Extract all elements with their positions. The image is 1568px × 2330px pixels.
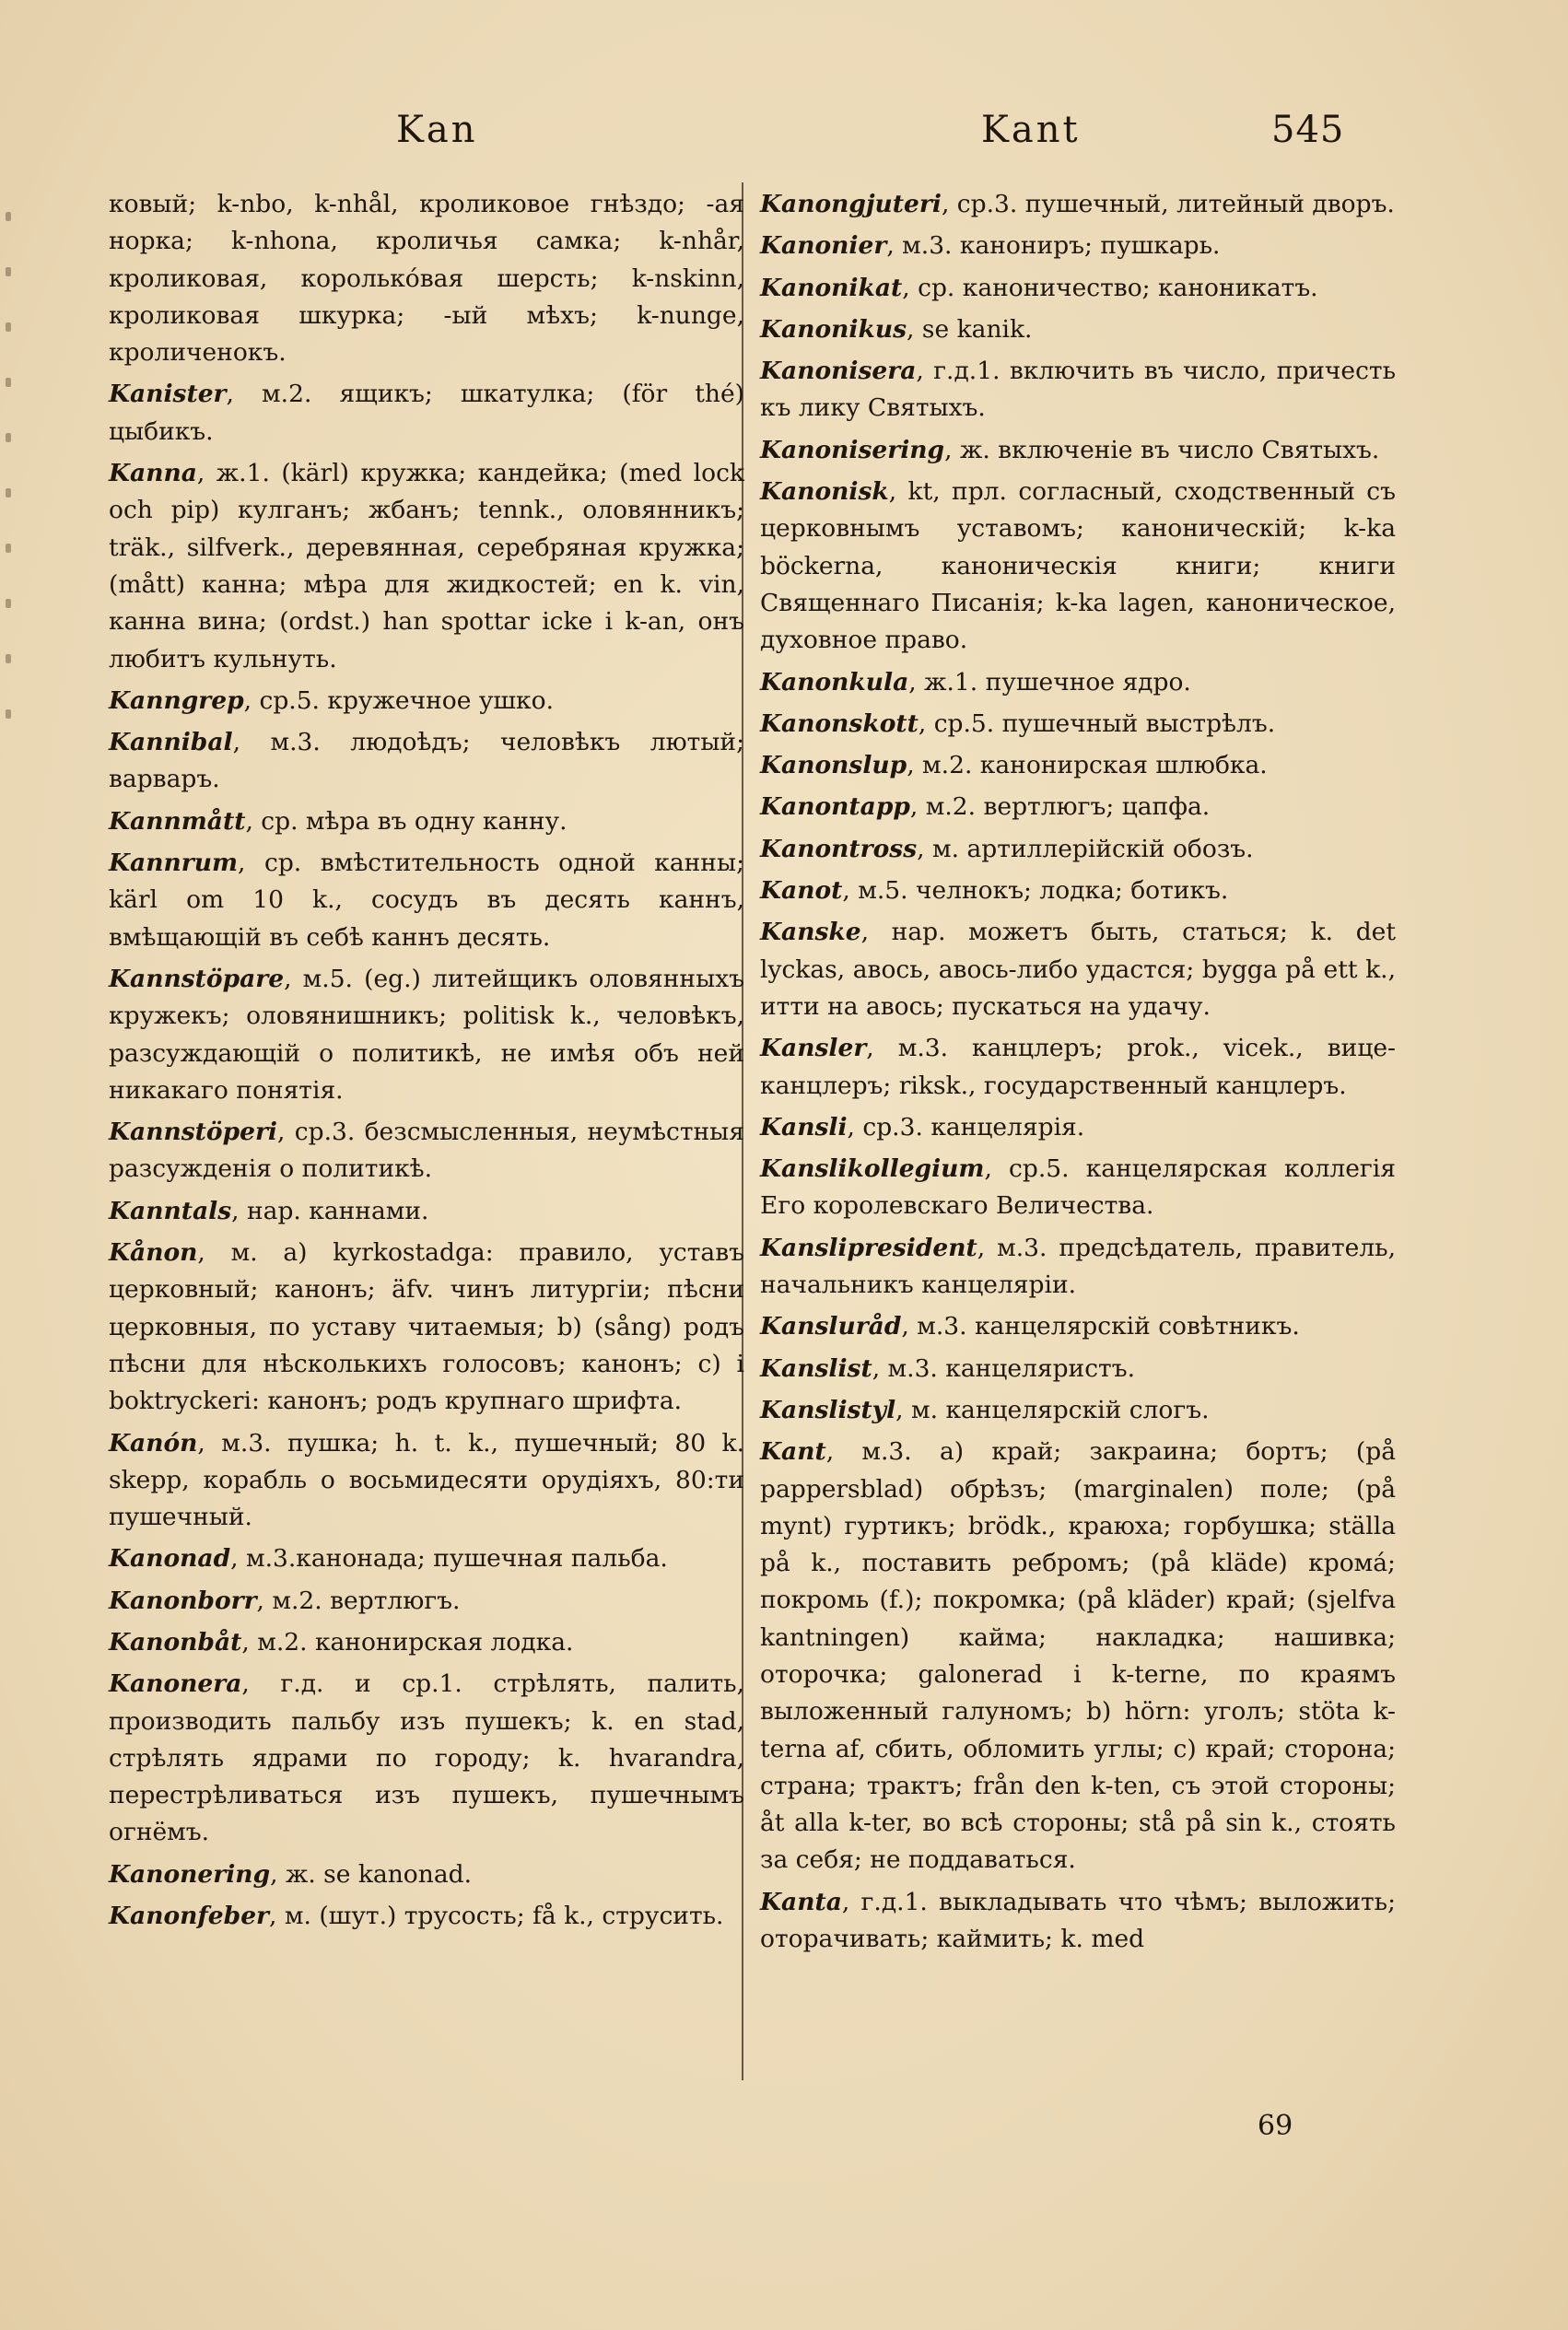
entry-headword: Kanot bbox=[760, 876, 843, 906]
entry-headword: Kanonisk bbox=[760, 477, 889, 507]
entry-definition: , ж. включеніе въ число Святыхъ. bbox=[944, 435, 1380, 464]
entry-headword: Kannrum bbox=[109, 849, 239, 878]
dictionary-entry bbox=[760, 1151, 1396, 1225]
entry-headword: Kanonera bbox=[109, 1669, 242, 1699]
dictionary-entry bbox=[109, 1856, 744, 1893]
entry-headword: Kanngrep bbox=[109, 685, 244, 715]
dictionary-entry bbox=[760, 789, 1396, 825]
entry-definition: , м.3. a) край; закраина; бортъ; (på pappersblad) обрѣзъ; (marginalen) поле; (på mynt) гуртикъ; brödk., краюха; горбушка; ställa på k., поставить ребромъ; (på kläde) кромá; покромь (f.); покромка; (på kläder) край; (sjelfva kantningen) кайма; накладка; нашивка; оторочка; galonerad i k-terne, по краямъ выложенный галуномъ; b) hörn: уголъ; stöta k-terna af, сбить, обломить углы; c) край; сторона; страна; трактъ; från den k-ten, съ этой стороны; åt alla k-ter, во всѣ стороны; stå på sin k., стоять за себя; не поддаваться. bbox=[760, 1437, 1396, 1875]
dictionary-entry bbox=[760, 831, 1396, 868]
entry-definition: , м.5. челнокъ; лодка; ботикъ. bbox=[842, 876, 1229, 906]
entry-definition: , м. a) kyrkostadga: правило, уставъ церковный; канонъ; äfv. чинъ литургіи; пѣсни церковныя, по уставу читаемыя; b) (sång) родъ пѣсни для нѣсколькихъ голосовъ; канонъ; c) i boktryckeri: канонъ; родъ крупнаго шрифта. bbox=[109, 1238, 744, 1416]
entry-definition: , м.3.канонада; пушечная пальба. bbox=[230, 1544, 668, 1574]
entry-headword: Kansli bbox=[760, 1112, 848, 1142]
entry-definition: , м. артиллерійскій обозъ. bbox=[917, 834, 1254, 863]
dictionary-entry bbox=[760, 1884, 1396, 1959]
entry-headword: Kanta bbox=[760, 1887, 842, 1916]
dictionary-entry bbox=[109, 1898, 744, 1935]
entry-headword: Kanón bbox=[109, 1428, 198, 1458]
dictionary-entry bbox=[109, 186, 744, 371]
entry-definition: , ж. se kanonad. bbox=[270, 1859, 473, 1889]
dictionary-entry bbox=[109, 1193, 744, 1230]
entry-definition: , ср.5. кружечное ушко. bbox=[243, 685, 554, 715]
entry-headword: Kanslistyl bbox=[760, 1395, 896, 1424]
entry-definition: , м.3. предсѣдатель, правитель, начальникъ канцеляріи. bbox=[760, 1233, 1396, 1300]
entry-headword: Kanslist bbox=[760, 1353, 872, 1383]
dictionary-entry bbox=[109, 1666, 744, 1851]
entry-headword: Kanonborr bbox=[109, 1586, 257, 1615]
entry-definition: , ср.5. пушечный выстрѣлъ. bbox=[918, 708, 1276, 738]
entry-definition: , м. (шут.) трусость; få k., струсить. bbox=[269, 1902, 724, 1931]
entry-definition: , м.2. ящикъ; шкатулка; (för thé) цыбикъ. bbox=[109, 380, 744, 446]
dictionary-entry bbox=[760, 1030, 1396, 1105]
entry-headword: Kannibal bbox=[109, 728, 233, 757]
dictionary-entry bbox=[109, 376, 744, 451]
margin-specks bbox=[0, 212, 18, 765]
entry-headword: Kanongjuteri bbox=[760, 190, 942, 218]
dictionary-entry bbox=[109, 455, 744, 678]
entry-headword: Kanonisera bbox=[760, 357, 917, 386]
dictionary-entry bbox=[109, 683, 744, 720]
signature-mark: 69 bbox=[1258, 2110, 1293, 2142]
entry-headword: Kanonikat bbox=[760, 273, 903, 302]
entry-definition: , kt, прл. согласный, сходственный съ церковнымъ уставомъ; каноническій; k-ka böckerna, каноническія книги; книги Священнаго Писанія; k-ka lagen, каноническое, духовное право. bbox=[760, 477, 1396, 655]
entry-headword: Kannstöpare bbox=[109, 964, 285, 993]
entry-definition: , г.д.1. включить въ число, причесть къ лику Святыхъ. bbox=[760, 357, 1396, 423]
dictionary-entry bbox=[760, 747, 1396, 784]
dictionary-entry bbox=[760, 706, 1396, 743]
entry-definition: , ср. мѣра въ одну канну. bbox=[245, 806, 568, 836]
entry-definition: , м.5. (eg.) литейщикъ оловянныхъ кружекъ; оловянишникъ; politisk k., человѣкъ, разсуждающій о политикѣ, не имѣя объ ней никакаго понятія. bbox=[109, 964, 744, 1105]
running-header bbox=[0, 109, 1568, 164]
entry-headword: Kanister bbox=[109, 380, 227, 409]
dictionary-entry bbox=[760, 474, 1396, 659]
entry-definition: , м.3. пушка; h. t. k., пушечный; 80 k. skepp, корабль о восьмидесяти орудіяхъ, 80:ти пушечный. bbox=[109, 1428, 744, 1532]
dictionary-entry bbox=[109, 1114, 744, 1188]
entry-headword: Kanna bbox=[109, 459, 197, 488]
entry-headword: Kansler bbox=[760, 1034, 867, 1063]
dictionary-entry bbox=[760, 186, 1396, 223]
dictionary-entry bbox=[760, 1392, 1396, 1429]
entry-headword: Kanonslup bbox=[760, 751, 907, 780]
header-right-guideword: Kant bbox=[981, 109, 1081, 151]
dictionary-entry bbox=[760, 1308, 1396, 1345]
entry-definition: , ср. каноничество; каноникатъ. bbox=[902, 273, 1318, 302]
dictionary-entry bbox=[109, 803, 744, 840]
dictionary-entry bbox=[760, 1351, 1396, 1387]
entry-headword: Kanonkula bbox=[760, 667, 909, 697]
dictionary-entry bbox=[760, 432, 1396, 469]
entry-definition: , м.2. вертлюгъ; цапфа. bbox=[909, 792, 1211, 822]
dictionary-entry bbox=[760, 872, 1396, 909]
dictionary-entry bbox=[109, 1540, 744, 1577]
dictionary-entry bbox=[760, 1434, 1396, 1879]
dictionary-entry bbox=[109, 961, 744, 1109]
entry-headword: Kanslipresident bbox=[760, 1233, 977, 1262]
entry-definition: ковый; k-nbo, k-nhål, кроликовое гнѣздо; -ая норка; k-nhona, кроличья самка; k-nhår, кроликовая, королько́вая шерсть; k-nskinn, кроликовая шкурка; -ый мѣхъ; k-nunge, кроличенокъ. bbox=[109, 190, 744, 368]
entry-definition: , м.3. людоѣдъ; человѣкъ лютый; варваръ. bbox=[109, 728, 744, 794]
dictionary-entry bbox=[109, 724, 744, 799]
entry-definition: , м.3. канцеляристъ. bbox=[872, 1353, 1135, 1383]
dictionary-entry bbox=[760, 353, 1396, 427]
entry-headword: Kannmått bbox=[109, 806, 246, 836]
entry-definition: , м.3. канониръ; пушкарь. bbox=[886, 231, 1221, 261]
page-number: 545 bbox=[1271, 109, 1345, 151]
entry-headword: Kanonfeber bbox=[109, 1902, 270, 1931]
dictionary-entry bbox=[109, 1425, 744, 1537]
entry-definition: , м.2. канонирская лодка. bbox=[241, 1627, 574, 1657]
entry-headword: Kanonskott bbox=[760, 708, 919, 738]
dictionary-entry bbox=[109, 1624, 744, 1661]
entry-definition: , ср.5. канцелярская коллегія Его королевскаго Величества. bbox=[760, 1154, 1396, 1221]
entry-definition: , м.2. канонирская шлюбка. bbox=[907, 751, 1268, 780]
dictionary-entry bbox=[109, 1235, 744, 1420]
dictionary-entry bbox=[109, 1583, 744, 1620]
entry-definition: , г.д.1. выкладывать что чѣмъ; выложить; оторачивать; каймить; k. med bbox=[760, 1887, 1396, 1954]
entry-headword: Kanonikus bbox=[760, 314, 907, 344]
entry-headword: Kanontapp bbox=[760, 792, 910, 822]
entry-definition: , se kanik. bbox=[907, 314, 1033, 344]
right-column bbox=[760, 186, 1396, 1962]
dictionary-entry bbox=[760, 1109, 1396, 1146]
entry-headword: Kanonbåt bbox=[109, 1627, 242, 1657]
entry-headword: Kånon bbox=[109, 1238, 198, 1268]
entry-definition: , г.д. и ср.1. стрѣлять, палить, производить пальбу изъ пушекъ; k. en stad, стрѣлять ядрами по городу; k. hvarandra, перестрѣливаться изъ пушекъ, пушечнымъ огнёмъ. bbox=[109, 1669, 744, 1847]
entry-definition: , ср.3. пушечный, литейный дворъ. bbox=[941, 190, 1395, 218]
entry-definition: , ср.3. безсмысленныя, неумѣстныя разсужденія о политикѣ. bbox=[109, 1118, 744, 1184]
entry-headword: Kant bbox=[760, 1437, 826, 1467]
entry-headword: Kanslikollegium bbox=[760, 1154, 985, 1184]
dictionary-entry bbox=[760, 1230, 1396, 1305]
entry-headword: Kanslиråd bbox=[760, 1312, 902, 1341]
entry-headword: Kanske bbox=[760, 918, 861, 947]
entry-definition: , м.3. канцелярскій совѣтникъ. bbox=[901, 1312, 1300, 1341]
entry-definition: , ср. вмѣстительность одной канны; kärl om 10 k., сосудъ въ десять каннъ, вмѣщающій въ себѣ каннъ десять. bbox=[109, 849, 744, 952]
entry-definition: , ж.1. (kärl) кружка; кандейка; (med lock och pip) кулганъ; жбанъ; tennk., оловянникъ; träk., silfverk., деревянная, серебряная кружка; (mått) канна; мѣра для жидкостей; en k. vin, канна вина; (ordst.) han spottar icke i k-an, онъ любитъ кульнуть. bbox=[109, 459, 744, 673]
entry-headword: Kanontross bbox=[760, 834, 918, 863]
entry-definition: , нар. можетъ быть, статься; k. det lyckas, авось, авось-либо удастся; bygga på ett k., итти на авось; пускаться на удачу. bbox=[760, 918, 1396, 1021]
entry-definition: , ж.1. пушечное ядро. bbox=[908, 667, 1191, 697]
entry-definition: , нар. каннами. bbox=[231, 1196, 429, 1225]
entry-headword: Kanntals bbox=[109, 1196, 232, 1225]
entry-headword: Kanonisering bbox=[760, 435, 945, 464]
dictionary-entry bbox=[760, 914, 1396, 1025]
entry-definition: , м.3. канцлеръ; prok., vicek., вице-канцлеръ; riksk., государственный канцлеръ. bbox=[760, 1034, 1396, 1100]
dictionary-entry bbox=[760, 270, 1396, 307]
entry-headword: Kanonering bbox=[109, 1859, 271, 1889]
entry-definition: , м.2. вертлюгъ. bbox=[256, 1586, 461, 1615]
left-column bbox=[109, 186, 744, 1939]
entry-headword: Kanonier bbox=[760, 231, 887, 261]
entry-headword: Kannstöperi bbox=[109, 1118, 277, 1147]
entry-definition: , м. канцелярскій слогъ. bbox=[895, 1395, 1210, 1424]
header-left-guideword: Kan bbox=[396, 109, 478, 151]
dictionary-entry bbox=[760, 228, 1396, 264]
entry-headword: Kanonad bbox=[109, 1544, 231, 1574]
entry-definition: , ср.3. канцелярія. bbox=[847, 1112, 1085, 1142]
dictionary-entry bbox=[760, 311, 1396, 348]
dictionary-entry bbox=[109, 845, 744, 956]
dictionary-entry bbox=[760, 664, 1396, 701]
